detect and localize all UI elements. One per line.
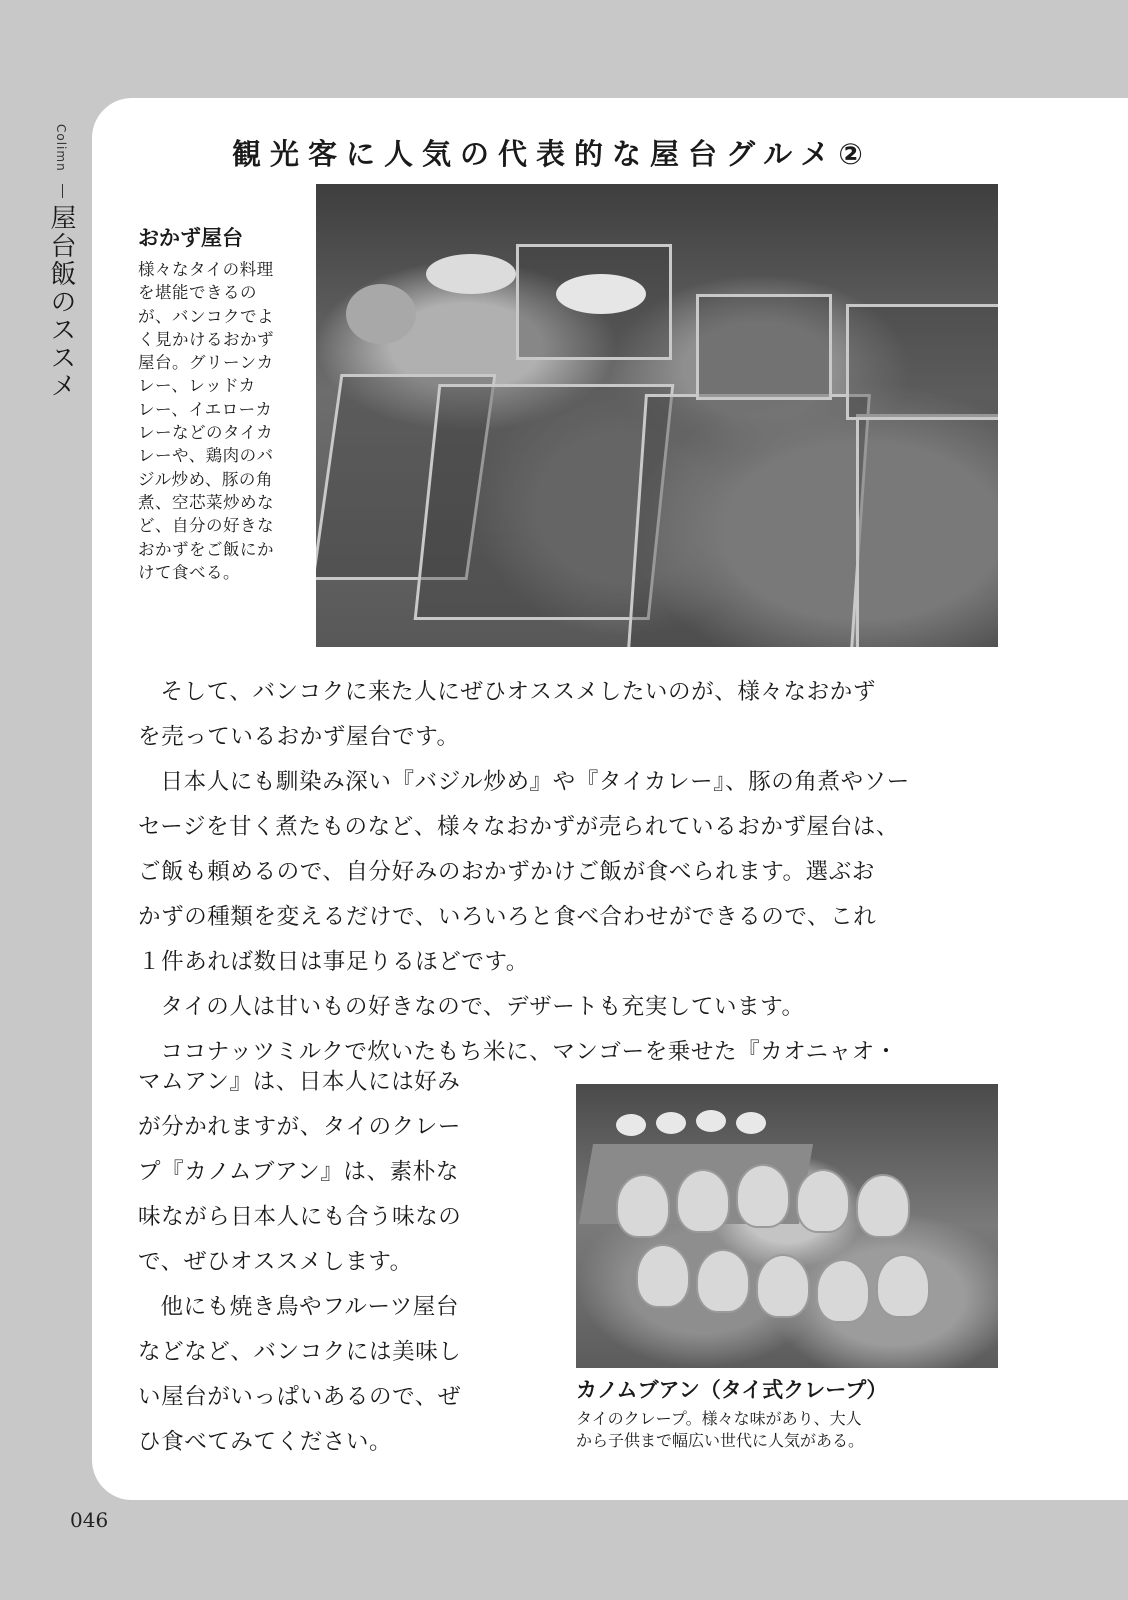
- caption-line: から子供まで幅広い世代に人気がある。: [576, 1431, 865, 1450]
- photo-caption: [576, 1374, 1006, 1452]
- caption-line: 屋台。グリーンカ: [138, 353, 274, 373]
- body-line: そして、バンコクに来た人にぜひオススメしたいのが、様々なおかず: [160, 679, 876, 705]
- body-line: 味ながら日本人にも合う味なの: [138, 1204, 462, 1230]
- sidebar-caption-title: おかず屋台: [138, 226, 243, 250]
- caption-line: おかずをご飯にか: [138, 539, 274, 559]
- body-line: を売っているおかず屋台です。: [138, 724, 460, 750]
- body-line: ココナッツミルクで炊いたもち米に、マンゴーを乗せた『カオニャオ・: [160, 1039, 898, 1065]
- caption-line: けて食べる。: [138, 562, 240, 582]
- body-line: かずの種類を変えるだけで、いろいろと食べ合わせができるので、これ: [138, 904, 877, 930]
- sidebar-caption-body: [138, 258, 302, 584]
- caption-line: レーなどのタイカ: [138, 423, 274, 443]
- body-line: マムアン』は、日本人には好み: [138, 1069, 461, 1095]
- body-line: 日本人にも馴染み深い『バジル炒め』や『タイカレー』、豚の角煮やソー: [160, 769, 910, 795]
- side-tab-divider: [62, 184, 63, 198]
- photo-caption-body: [576, 1408, 1006, 1452]
- body-line: い屋台がいっぱいあるので、ぜ: [138, 1384, 461, 1410]
- caption-line: く見かけるおかず: [138, 329, 274, 349]
- page-number: 046: [70, 1508, 109, 1532]
- photo-okazu-stall: [316, 184, 998, 647]
- caption-line: レーや、鶏肉のバ: [138, 446, 274, 466]
- caption-line: 煮、空芯菜炒めな: [138, 492, 274, 512]
- body-line: が分かれますが、タイのクレー: [138, 1114, 461, 1140]
- body-line: ご飯も頼めるので、自分好みのおかずかけご飯が食べられます。選ぶお: [138, 859, 875, 885]
- body-line: ひ食べてみてください。: [138, 1429, 393, 1455]
- photo-khanom-buang: [576, 1084, 998, 1368]
- caption-line: タイのクレープ。様々な味があり、大人: [576, 1409, 862, 1428]
- body-line: などなど、バンコクには美味し: [138, 1339, 462, 1365]
- side-tab: [46, 118, 86, 418]
- caption-line: 様々なタイの料理: [138, 260, 274, 279]
- body-line: プ『カノムブアン』は、素朴な: [138, 1159, 459, 1185]
- body-line: セージを甘く煮たものなど、様々なおかずが売られているおかず屋台は、: [138, 814, 899, 840]
- body-line: １件あれば数日は事足りるほどです。: [138, 949, 529, 975]
- page-title: 観光客に人気の代表的な屋台グルメ②: [232, 137, 872, 171]
- caption-line: が、バンコクでよ: [138, 306, 274, 326]
- sidebar-caption: [138, 222, 302, 584]
- body-text-narrow: [138, 1060, 538, 1465]
- body-line: 他にも焼き鳥やフルーツ屋台: [160, 1294, 460, 1320]
- caption-line: を堪能できるの: [138, 283, 257, 303]
- caption-line: レー、イエローカ: [138, 399, 273, 419]
- body-line: で、ぜひオススメします。: [138, 1249, 413, 1275]
- body-line: タイの人は甘いもの好きなので、デザートも充実しています。: [160, 994, 805, 1020]
- photo-caption-title: カノムブアン（タイ式クレープ）: [576, 1378, 888, 1402]
- caption-line: レー、レッドカ: [138, 376, 256, 396]
- section-label: 屋台飯のススメ: [46, 204, 76, 400]
- body-text-full: [138, 670, 1008, 1075]
- column-label: Colimn: [54, 124, 68, 172]
- caption-line: ジル炒め、豚の角: [138, 469, 273, 489]
- caption-line: ど、自分の好きな: [138, 516, 274, 536]
